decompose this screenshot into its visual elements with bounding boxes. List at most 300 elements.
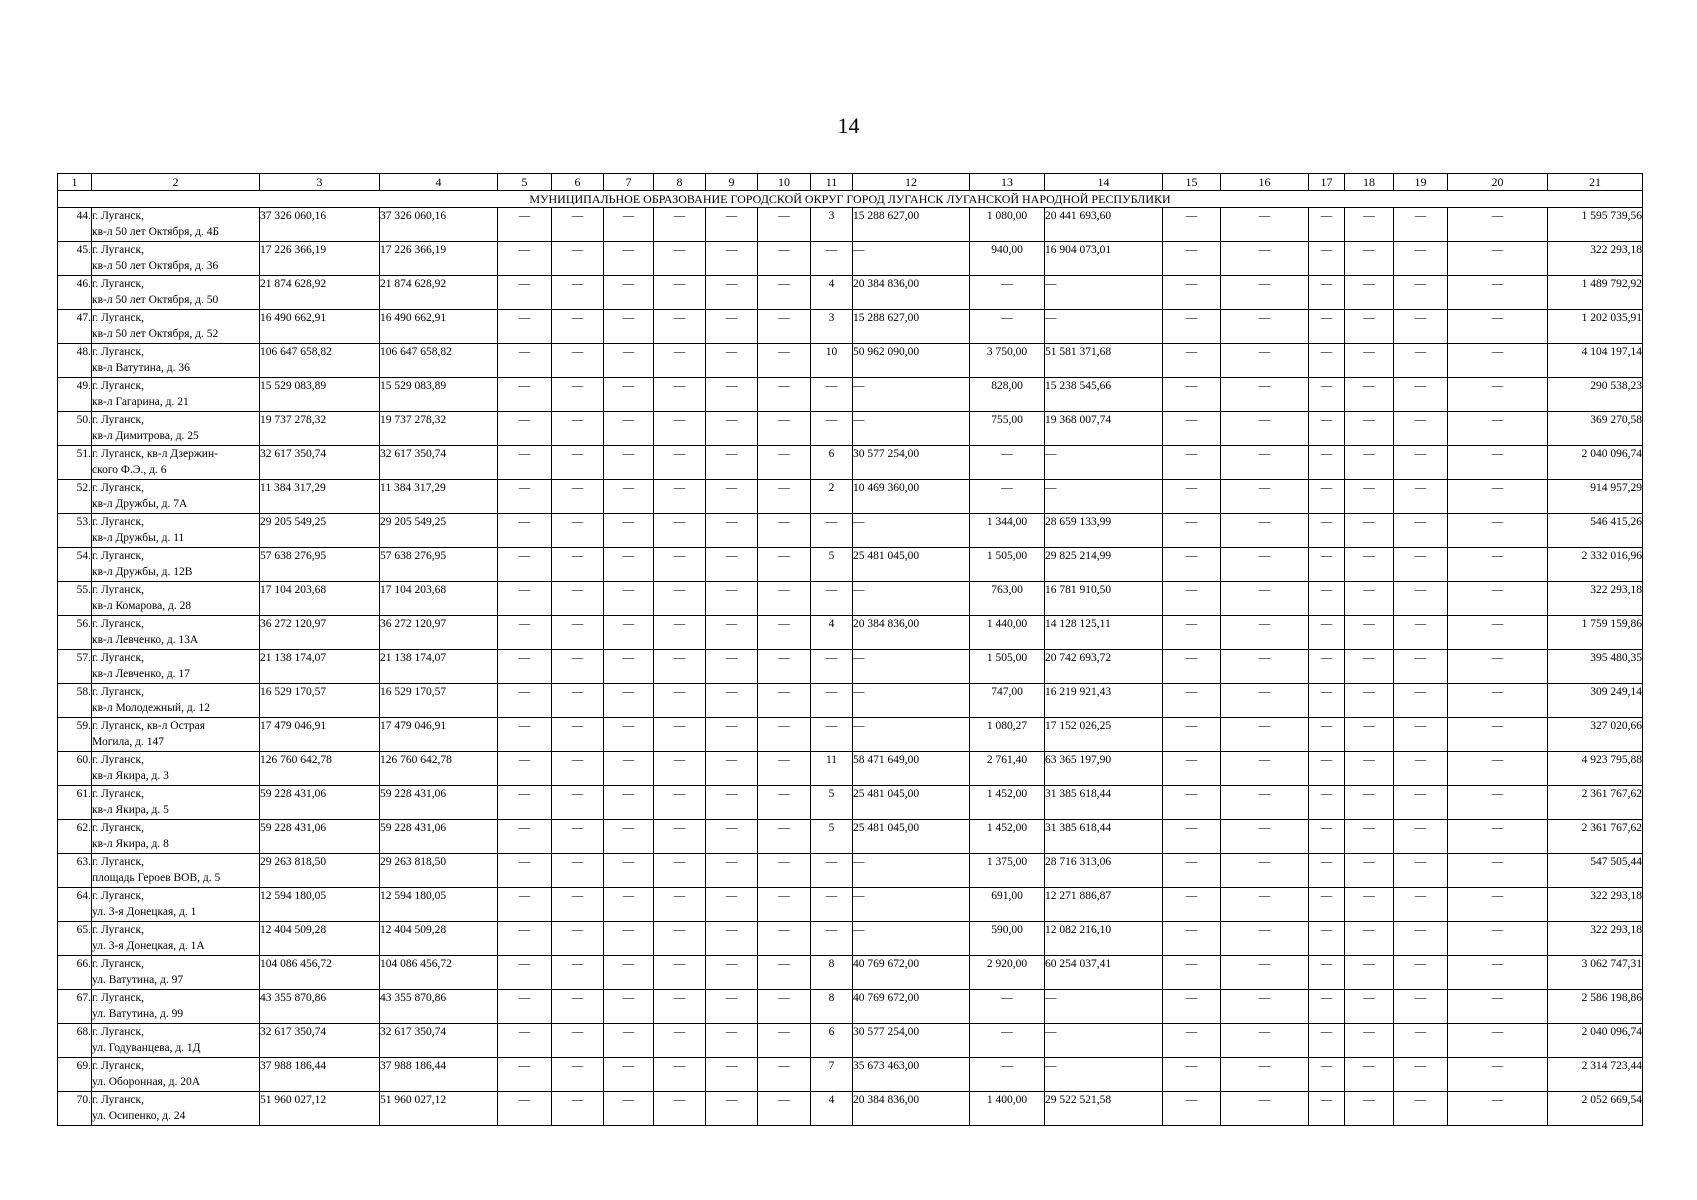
page-number: 14 (837, 113, 860, 138)
empty-cell: — (1448, 1092, 1548, 1126)
empty-cell: — (1394, 1058, 1448, 1092)
empty-cell: — (758, 412, 811, 446)
value-col-11: 3 (811, 208, 853, 242)
value-col-14: — (1045, 1058, 1163, 1092)
row-number: 54. (58, 548, 92, 582)
empty-cell: — (1163, 412, 1221, 446)
empty-cell: — (1163, 378, 1221, 412)
value-col-14: — (1045, 446, 1163, 480)
empty-cell: — (758, 1092, 811, 1126)
section-title: МУНИЦИПАЛЬНОЕ ОБРАЗОВАНИЕ ГОРОДСКОЙ ОКРУГ ГОРОД ЛУГАНСК ЛУГАНСКОЙ НАРОДНОЙ РЕСПУБЛИКИ (58, 191, 1643, 208)
address-line-2: ул. 3-я Донецкая, д. 1 (92, 906, 197, 918)
empty-cell: — (604, 888, 654, 922)
empty-cell: — (1309, 854, 1345, 888)
value-col-13: 691,00 (970, 888, 1045, 922)
empty-cell: — (706, 276, 758, 310)
empty-cell: — (604, 854, 654, 888)
empty-cell: — (1394, 820, 1448, 854)
empty-cell: — (604, 514, 654, 548)
value-col-14: 31 385 618,44 (1045, 786, 1163, 820)
table-row (58, 446, 1643, 480)
empty-cell: — (552, 888, 604, 922)
value-col-12: — (853, 378, 970, 412)
empty-cell: — (1394, 956, 1448, 990)
empty-cell: — (1221, 888, 1309, 922)
empty-cell: — (1394, 990, 1448, 1024)
empty-cell: — (706, 582, 758, 616)
empty-cell: — (1163, 888, 1221, 922)
column-header: 2 (92, 174, 260, 191)
row-number: 55. (58, 582, 92, 616)
empty-cell: — (604, 276, 654, 310)
empty-cell: — (1163, 752, 1221, 786)
address-line-2: кв-л Комарова, д. 28 (92, 600, 192, 612)
empty-cell: — (1448, 888, 1548, 922)
value-col-13: 1 452,00 (970, 820, 1045, 854)
empty-cell: — (604, 480, 654, 514)
value-col-14: 31 385 618,44 (1045, 820, 1163, 854)
value-col-14: 19 368 007,74 (1045, 412, 1163, 446)
table-row (58, 310, 1643, 344)
empty-cell: — (758, 582, 811, 616)
empty-cell: — (758, 820, 811, 854)
address-line-1: г. Луганск, (92, 924, 144, 936)
address-line-2: Могила, д. 147 (92, 736, 165, 748)
empty-cell: — (1309, 718, 1345, 752)
empty-cell: — (706, 888, 758, 922)
empty-cell: — (1394, 718, 1448, 752)
empty-cell: — (1163, 548, 1221, 582)
value-col-14: 29 825 214,99 (1045, 548, 1163, 582)
address-line-2: кв-л Дружбы, д. 11 (92, 532, 185, 544)
empty-cell: — (706, 922, 758, 956)
empty-cell: — (498, 242, 552, 276)
value-col-4: 104 086 456,72 (380, 956, 498, 990)
empty-cell: — (552, 684, 604, 718)
address-line-2: ского Ф.Э., д. 6 (92, 464, 167, 476)
empty-cell: — (758, 1058, 811, 1092)
empty-cell: — (498, 1024, 552, 1058)
value-col-12: — (853, 650, 970, 684)
address-cell (92, 650, 260, 684)
address-cell (92, 990, 260, 1024)
empty-cell: — (758, 888, 811, 922)
table-row (58, 650, 1643, 684)
empty-cell: — (706, 990, 758, 1024)
empty-cell: — (604, 310, 654, 344)
value-col-11: — (811, 582, 853, 616)
value-col-4: 106 647 658,82 (380, 344, 498, 378)
value-col-21: 3 062 747,31 (1548, 956, 1643, 990)
empty-cell: — (498, 582, 552, 616)
address-line-2: кв-л 50 лет Октября, д. 36 (92, 260, 219, 272)
empty-cell: — (654, 344, 706, 378)
empty-cell: — (1448, 276, 1548, 310)
value-col-13: 1 440,00 (970, 616, 1045, 650)
value-col-21: 1 759 159,86 (1548, 616, 1643, 650)
empty-cell: — (604, 752, 654, 786)
value-col-3: 37 988 186,44 (260, 1058, 380, 1092)
address-cell (92, 956, 260, 990)
empty-cell: — (1221, 310, 1309, 344)
empty-cell: — (654, 242, 706, 276)
value-col-13: 1 344,00 (970, 514, 1045, 548)
column-header: 14 (1045, 174, 1163, 191)
empty-cell: — (1345, 616, 1394, 650)
empty-cell: — (706, 310, 758, 344)
value-col-13: — (970, 1058, 1045, 1092)
empty-cell: — (1345, 344, 1394, 378)
column-header: 19 (1394, 174, 1448, 191)
value-col-21: 2 361 767,62 (1548, 820, 1643, 854)
empty-cell: — (552, 276, 604, 310)
value-col-12: 25 481 045,00 (853, 786, 970, 820)
value-col-11: — (811, 412, 853, 446)
value-col-14: 20 742 693,72 (1045, 650, 1163, 684)
value-col-4: 43 355 870,86 (380, 990, 498, 1024)
empty-cell: — (1345, 1092, 1394, 1126)
empty-cell: — (604, 242, 654, 276)
value-col-14: — (1045, 276, 1163, 310)
column-header: 5 (498, 174, 552, 191)
empty-cell: — (706, 1092, 758, 1126)
value-col-4: 17 479 046,91 (380, 718, 498, 752)
empty-cell: — (1163, 310, 1221, 344)
empty-cell: — (706, 344, 758, 378)
row-number: 59. (58, 718, 92, 752)
empty-cell: — (654, 276, 706, 310)
address-cell (92, 786, 260, 820)
value-col-11: 7 (811, 1058, 853, 1092)
empty-cell: — (498, 786, 552, 820)
value-col-12: 35 673 463,00 (853, 1058, 970, 1092)
value-col-3: 32 617 350,74 (260, 446, 380, 480)
empty-cell: — (604, 616, 654, 650)
value-col-11: — (811, 922, 853, 956)
address-line-2: кв-л Якира, д. 5 (92, 804, 169, 816)
empty-cell: — (498, 480, 552, 514)
value-col-4: 11 384 317,29 (380, 480, 498, 514)
column-header: 3 (260, 174, 380, 191)
empty-cell: — (1221, 378, 1309, 412)
empty-cell: — (654, 378, 706, 412)
value-col-12: 20 384 836,00 (853, 616, 970, 650)
column-header: 15 (1163, 174, 1221, 191)
empty-cell: — (1448, 412, 1548, 446)
empty-cell: — (1394, 684, 1448, 718)
value-col-12: 10 469 360,00 (853, 480, 970, 514)
column-header: 10 (758, 174, 811, 191)
table-row (58, 922, 1643, 956)
empty-cell: — (1394, 888, 1448, 922)
value-col-14: 17 152 026,25 (1045, 718, 1163, 752)
address-cell (92, 1092, 260, 1126)
empty-cell: — (604, 990, 654, 1024)
value-col-14: 29 522 521,58 (1045, 1092, 1163, 1126)
address-line-1: г. Луганск, (92, 856, 144, 868)
empty-cell: — (552, 378, 604, 412)
empty-cell: — (1345, 378, 1394, 412)
empty-cell: — (1309, 344, 1345, 378)
value-col-13: 1 505,00 (970, 650, 1045, 684)
value-col-3: 29 263 818,50 (260, 854, 380, 888)
table-row (58, 344, 1643, 378)
value-col-13: 1 375,00 (970, 854, 1045, 888)
empty-cell: — (706, 752, 758, 786)
empty-cell: — (1448, 922, 1548, 956)
table-row (58, 208, 1643, 242)
value-col-11: 3 (811, 310, 853, 344)
empty-cell: — (498, 684, 552, 718)
address-cell (92, 548, 260, 582)
empty-cell: — (1394, 480, 1448, 514)
address-line-1: г. Луганск, (92, 244, 144, 256)
empty-cell: — (498, 956, 552, 990)
empty-cell: — (654, 1092, 706, 1126)
table-row (58, 1024, 1643, 1058)
empty-cell: — (1309, 378, 1345, 412)
value-col-11: 6 (811, 446, 853, 480)
empty-cell: — (1448, 1058, 1548, 1092)
empty-cell: — (706, 514, 758, 548)
empty-cell: — (1345, 548, 1394, 582)
row-number: 50. (58, 412, 92, 446)
value-col-4: 21 138 174,07 (380, 650, 498, 684)
empty-cell: — (498, 752, 552, 786)
column-header: 8 (654, 174, 706, 191)
empty-cell: — (1345, 956, 1394, 990)
row-number: 56. (58, 616, 92, 650)
empty-cell: — (1448, 854, 1548, 888)
empty-cell: — (1448, 684, 1548, 718)
empty-cell: — (1448, 242, 1548, 276)
empty-cell: — (1309, 888, 1345, 922)
value-col-21: 2 052 669,54 (1548, 1092, 1643, 1126)
value-col-4: 21 874 628,92 (380, 276, 498, 310)
value-col-12: — (853, 582, 970, 616)
section-title-row (58, 191, 1643, 208)
column-header: 7 (604, 174, 654, 191)
empty-cell: — (552, 820, 604, 854)
empty-cell: — (552, 616, 604, 650)
value-col-13: 940,00 (970, 242, 1045, 276)
empty-cell: — (1345, 854, 1394, 888)
empty-cell: — (604, 786, 654, 820)
empty-cell: — (1448, 378, 1548, 412)
empty-cell: — (758, 854, 811, 888)
value-col-11: — (811, 650, 853, 684)
value-col-21: 395 480,35 (1548, 650, 1643, 684)
value-col-12: — (853, 514, 970, 548)
value-col-12: — (853, 922, 970, 956)
value-col-12: 15 288 627,00 (853, 208, 970, 242)
empty-cell: — (654, 956, 706, 990)
address-line-1: г. Луганск, (92, 822, 144, 834)
empty-cell: — (604, 956, 654, 990)
empty-cell: — (1448, 820, 1548, 854)
value-col-13: — (970, 446, 1045, 480)
address-line-2: ул. Ватутина, д. 99 (92, 1008, 184, 1020)
value-col-14: — (1045, 480, 1163, 514)
empty-cell: — (1448, 582, 1548, 616)
value-col-3: 29 205 549,25 (260, 514, 380, 548)
address-line-2: ул. Годуванцева, д. 1Д (92, 1042, 201, 1054)
value-col-13: 1 400,00 (970, 1092, 1045, 1126)
empty-cell: — (1309, 786, 1345, 820)
value-col-12: — (853, 718, 970, 752)
address-line-2: кв-л Гагарина, д. 21 (92, 396, 189, 408)
empty-cell: — (654, 922, 706, 956)
address-line-2: ул. Осипенко, д. 24 (92, 1110, 186, 1122)
address-line-2: кв-л Левченко, д. 13А (92, 634, 199, 646)
empty-cell: — (1394, 412, 1448, 446)
address-cell (92, 310, 260, 344)
value-col-13: 828,00 (970, 378, 1045, 412)
empty-cell: — (552, 480, 604, 514)
empty-cell: — (654, 854, 706, 888)
empty-cell: — (604, 684, 654, 718)
value-col-3: 104 086 456,72 (260, 956, 380, 990)
empty-cell: — (706, 1058, 758, 1092)
value-col-12: — (853, 854, 970, 888)
empty-cell: — (1345, 480, 1394, 514)
empty-cell: — (1345, 650, 1394, 684)
empty-cell: — (1221, 854, 1309, 888)
empty-cell: — (1221, 956, 1309, 990)
empty-cell: — (706, 1024, 758, 1058)
value-col-13: 1 505,00 (970, 548, 1045, 582)
address-line-2: кв-л Димитрова, д. 25 (92, 430, 199, 442)
address-cell (92, 752, 260, 786)
empty-cell: — (758, 344, 811, 378)
empty-cell: — (1309, 616, 1345, 650)
value-col-11: — (811, 684, 853, 718)
value-col-13: 3 750,00 (970, 344, 1045, 378)
address-cell (92, 480, 260, 514)
value-col-3: 12 594 180,05 (260, 888, 380, 922)
empty-cell: — (654, 208, 706, 242)
empty-cell: — (604, 344, 654, 378)
value-col-12: — (853, 684, 970, 718)
empty-cell: — (1221, 208, 1309, 242)
empty-cell: — (498, 548, 552, 582)
empty-cell: — (1394, 582, 1448, 616)
value-col-4: 12 594 180,05 (380, 888, 498, 922)
empty-cell: — (498, 650, 552, 684)
empty-cell: — (1163, 820, 1221, 854)
row-number: 49. (58, 378, 92, 412)
value-col-12: 20 384 836,00 (853, 276, 970, 310)
address-line-2: кв-л 50 лет Октября, д. 4Б (92, 226, 220, 238)
empty-cell: — (552, 514, 604, 548)
empty-cell: — (706, 854, 758, 888)
empty-cell: — (1309, 684, 1345, 718)
empty-cell: — (498, 718, 552, 752)
empty-cell: — (604, 1058, 654, 1092)
empty-cell: — (1163, 1024, 1221, 1058)
empty-cell: — (1221, 786, 1309, 820)
address-cell (92, 684, 260, 718)
row-number: 62. (58, 820, 92, 854)
value-col-12: 25 481 045,00 (853, 548, 970, 582)
value-col-14: — (1045, 1024, 1163, 1058)
row-number: 51. (58, 446, 92, 480)
value-col-4: 29 263 818,50 (380, 854, 498, 888)
empty-cell: — (1221, 412, 1309, 446)
empty-cell: — (706, 412, 758, 446)
empty-cell: — (706, 208, 758, 242)
value-col-11: 5 (811, 548, 853, 582)
value-col-21: 546 415,26 (1548, 514, 1643, 548)
empty-cell: — (498, 820, 552, 854)
empty-cell: — (654, 412, 706, 446)
empty-cell: — (1345, 446, 1394, 480)
buildings-register-table (57, 173, 1643, 1126)
empty-cell: — (1221, 480, 1309, 514)
address-line-2: площадь Героев ВОВ, д. 5 (92, 872, 221, 884)
value-col-21: 1 595 739,56 (1548, 208, 1643, 242)
column-header: 1 (58, 174, 92, 191)
row-number: 68. (58, 1024, 92, 1058)
address-line-1: г. Луганск, (92, 482, 144, 494)
empty-cell: — (498, 378, 552, 412)
value-col-12: 40 769 672,00 (853, 956, 970, 990)
column-header: 9 (706, 174, 758, 191)
empty-cell: — (758, 208, 811, 242)
empty-cell: — (552, 990, 604, 1024)
value-col-13: — (970, 480, 1045, 514)
empty-cell: — (1309, 582, 1345, 616)
empty-cell: — (604, 922, 654, 956)
table-row (58, 786, 1643, 820)
value-col-21: 322 293,18 (1548, 888, 1643, 922)
empty-cell: — (498, 990, 552, 1024)
empty-cell: — (654, 820, 706, 854)
row-number: 64. (58, 888, 92, 922)
empty-cell: — (604, 412, 654, 446)
empty-cell: — (1448, 718, 1548, 752)
value-col-3: 43 355 870,86 (260, 990, 380, 1024)
value-col-11: — (811, 888, 853, 922)
value-col-21: 2 314 723,44 (1548, 1058, 1643, 1092)
empty-cell: — (1221, 752, 1309, 786)
row-number: 45. (58, 242, 92, 276)
empty-cell: — (552, 310, 604, 344)
empty-cell: — (498, 344, 552, 378)
empty-cell: — (654, 786, 706, 820)
empty-cell: — (1448, 480, 1548, 514)
empty-cell: — (1163, 718, 1221, 752)
value-col-12: 50 962 090,00 (853, 344, 970, 378)
empty-cell: — (706, 650, 758, 684)
value-col-21: 327 020,66 (1548, 718, 1643, 752)
table-row (58, 752, 1643, 786)
empty-cell: — (1345, 718, 1394, 752)
value-col-4: 37 326 060,16 (380, 208, 498, 242)
value-col-21: 1 202 035,91 (1548, 310, 1643, 344)
address-cell (92, 888, 260, 922)
empty-cell: — (1448, 650, 1548, 684)
empty-cell: — (706, 684, 758, 718)
address-cell (92, 922, 260, 956)
empty-cell: — (654, 514, 706, 548)
address-line-1: г. Луганск, (92, 788, 144, 800)
value-col-21: 369 270,58 (1548, 412, 1643, 446)
empty-cell: — (706, 616, 758, 650)
empty-cell: — (1309, 650, 1345, 684)
value-col-14: 16 781 910,50 (1045, 582, 1163, 616)
value-col-14: 15 238 545,66 (1045, 378, 1163, 412)
